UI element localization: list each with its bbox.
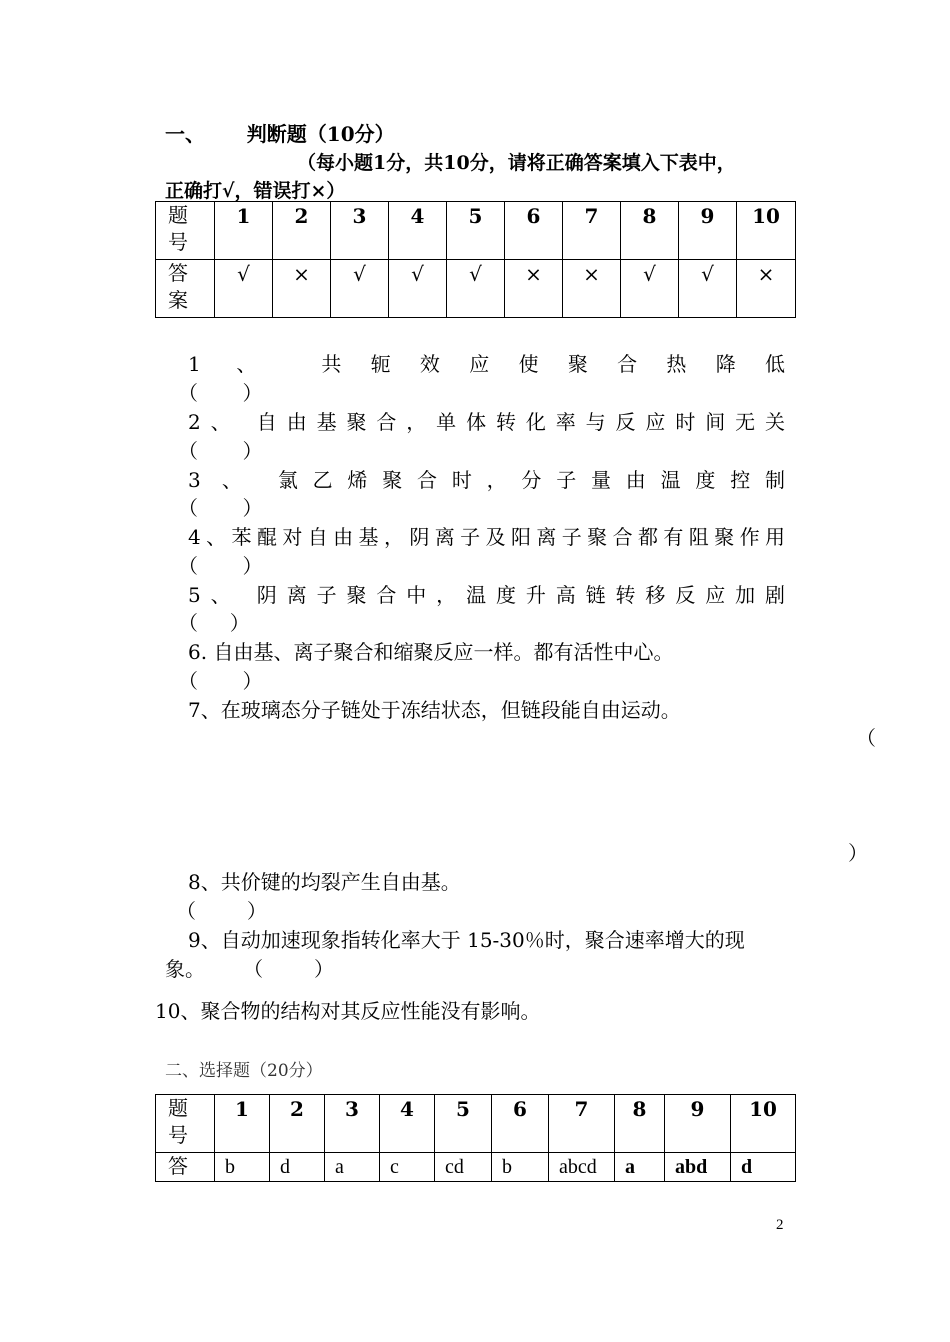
question-3: 3 、 氯乙烯聚合时，分子量由温度控制 [188,468,785,492]
question-number-cell: 9 [679,202,737,260]
question-3-blank: （ ） [178,496,263,520]
question-number-cell: 2 [270,1095,325,1153]
section1-instructions-line2: 正确打√，错误打×） [165,180,346,202]
question-7: 7、在玻璃态分子链处于冻结状态，但链段能自由运动。 [188,698,681,722]
question-number-cell: 3 [331,202,389,260]
question-number-cell: 2 [273,202,331,260]
table-row [156,1153,796,1182]
question-7-blank-open: （ [856,726,876,750]
table-row [156,260,796,318]
question-2: 2、 自由基聚合，单体转化率与反应时间无关 [188,410,786,434]
answer-cell: b [215,1153,270,1182]
answer-cell: √ [215,260,273,318]
section1-title: 一、 判断题（10分） [165,122,395,146]
answer-cell: √ [389,260,447,318]
question-number-cell: 8 [615,1095,665,1153]
answer-cell: abcd [549,1153,615,1182]
instr-part3: 分，请将正确答案填入下表中， [469,152,736,174]
question-9: 9、自动加速现象指转化率大于 15-30％时，聚合速率增大的现 [188,928,745,952]
answer-cell: c [380,1153,435,1182]
question-number-cell: 1 [215,202,273,260]
question-number-cell: 6 [505,202,563,260]
table-row [156,1095,796,1153]
question-6: 6. 自由基、离子聚合和缩聚反应一样。都有活性中心。 [188,640,674,664]
instr-part2: 分，共 [386,152,444,174]
question-number-cell: 5 [435,1095,492,1153]
question-10: 10、聚合物的结构对其反应性能没有影响。 [155,999,541,1023]
question-number-cell: 9 [665,1095,731,1153]
instr-part1: （每小题 [297,152,374,174]
answer-cell: × [737,260,796,318]
answer-cell: d [270,1153,325,1182]
question-number-cell: 1 [215,1095,270,1153]
instr-part1b: 1 [373,152,387,174]
instr-part2b: 10 [443,152,470,174]
question-9-cont: 象。 （ ） [165,957,335,981]
answer-cell: a [325,1153,380,1182]
answer-cell: √ [331,260,389,318]
answer-label-cell: 答 [156,1153,215,1182]
section1-instructions [297,148,736,175]
answer-cell: cd [435,1153,492,1182]
question-5-blank: （ ） [178,611,250,635]
answer-cell: a [615,1153,665,1182]
question-7-blank-close: ） [848,841,868,865]
question-number-cell: 4 [380,1095,435,1153]
question-1-blank: （ ） [178,381,263,405]
page-number: 2 [776,1217,784,1233]
question-1: 1 、 共轭效应使聚合热降低 [188,352,786,376]
answer-cell: b [492,1153,549,1182]
question-number-cell: 10 [737,202,796,260]
section2-title: 二、选择题（20分） [165,1061,323,1081]
question-4-blank: （ ） [178,554,263,578]
answer-cell: √ [679,260,737,318]
answer-cell: abd [665,1153,731,1182]
answer-cell: √ [621,260,679,318]
answer-cell: √ [447,260,505,318]
answer-cell: × [505,260,563,318]
table-row [156,202,796,260]
question-number-cell: 6 [492,1095,549,1153]
question-8: 8、共价键的均裂产生自由基。 [188,870,461,894]
question-4: 4、苯醌对自由基，阴离子及阳离子聚合都有阻聚作用 [188,525,786,549]
question-2-blank: （ ） [178,439,263,463]
judgment-answer-table [155,201,796,318]
question-number-cell: 8 [621,202,679,260]
answer-cell: × [563,260,621,318]
choice-answer-table [155,1094,796,1182]
answer-cell: d [731,1153,796,1182]
question-number-cell: 3 [325,1095,380,1153]
question-number-cell: 4 [389,202,447,260]
answer-label-cell: 答 案 [156,260,215,318]
header-label-cell: 题 号 [156,202,215,260]
question-number-cell: 7 [563,202,621,260]
question-6-blank: （ ） [178,669,263,693]
header-label-cell: 题 号 [156,1095,215,1153]
question-5: 5、 阴离子聚合中，温度升高链转移反应加剧 [188,583,786,607]
question-8-blank: （ ） [176,899,267,923]
answer-cell: × [273,260,331,318]
question-number-cell: 7 [549,1095,615,1153]
question-number-cell: 10 [731,1095,796,1153]
question-number-cell: 5 [447,202,505,260]
